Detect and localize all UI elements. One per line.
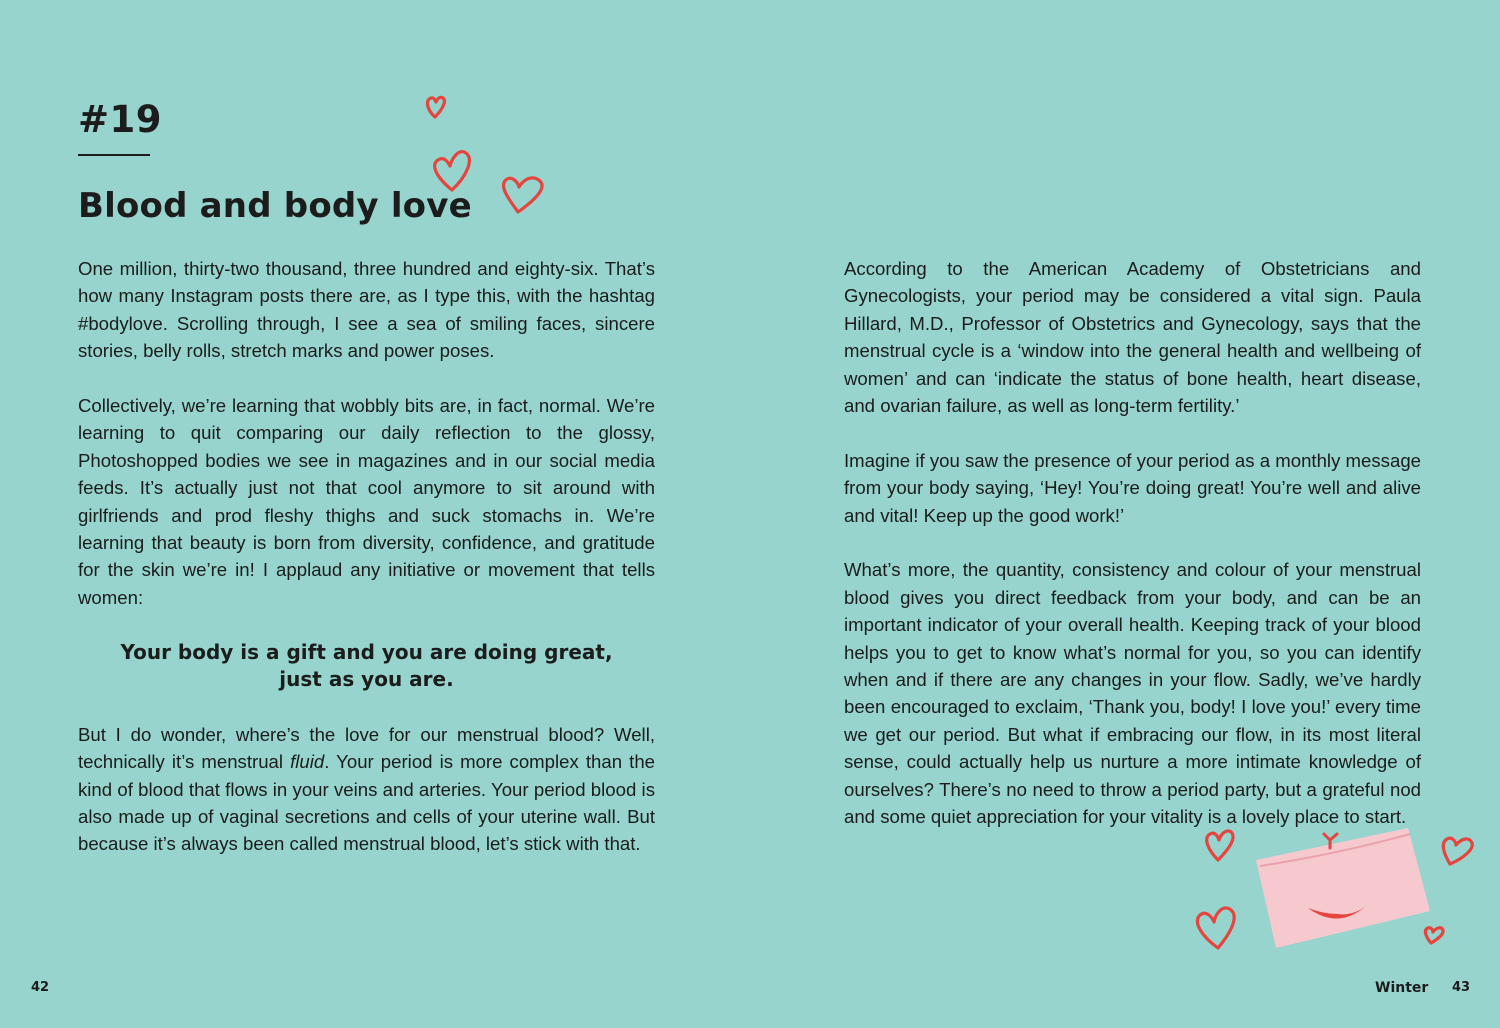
chapter-rule	[78, 154, 150, 156]
paragraph-text: . Your period is more complex than the kind of blood that flows in your veins and arteries. Your period blood is also made up of vaginal secretions and cells of your uterine wall. But because it’s always been called menstrual blood, let’s stick with that.	[78, 751, 655, 855]
underwear-icon	[1256, 828, 1430, 948]
right-page	[750, 0, 1500, 1028]
paragraph: What’s more, the quantity, consistency and colour of your menstrual blood gives you direct feedback from your body, and can be an important indicator of your overall health. Keeping track of your blood helps you to get to know what’s normal for you, so you can identify when and if there are any changes in your flow. Sadly, we’ve hardly been encouraged to exclaim, ‘Thank you, body! I love you!’ every time we get our period. But what if embracing our flow, in its most literal sense, could actually help us nurture a more intimate knowledge of ourselves? There’s no need to throw a period party, but a grateful nod and some quiet appreciation for your vitality is a lovely place to start.	[844, 559, 1421, 828]
paragraph: Imagine if you saw the presence of your period as a monthly message from your body saying, ‘Hey! You’re doing great! You’re well and alive and vital! Keep up the good work!’	[844, 449, 1421, 526]
paragraph-text: But I do wonder, where’s the love for our menstrual blood? Well, technically it’s menstrual	[78, 723, 655, 773]
heart-icon	[1197, 908, 1234, 948]
heart-icon	[1425, 928, 1443, 943]
heart-icon	[428, 97, 445, 117]
heart-icon	[1207, 831, 1233, 860]
heart-icon	[1443, 838, 1472, 864]
underwear-illustration	[1188, 818, 1488, 968]
section-label: Winter	[1375, 980, 1429, 996]
paragraph: According to the American Academy of Obstetricians and Gynecologists, your period may be considered a vital sign. Paula Hillard, M.D., Professor of Obstetrics and Gynecology, says that the menstrual cycle is a ‘window into the general health and wellbeing of women’ and can ‘indicate the status of bone health, heart disease, and ovarian failure, as well as long-term fertility.’	[844, 258, 1421, 417]
heart-icon	[435, 152, 470, 190]
page-number: 43	[1452, 980, 1471, 995]
chapter-number: #19	[78, 98, 162, 141]
paragraph: Collectively, we’re learning that wobbly bits are, in fact, normal. We’re learning to quit comparing our daily reflection to the glossy, Photoshopped bodies we see in magazines and in our social media feeds. It’s actually just not that cool anymore to sit around with girlfriends and prod fleshy thighs and suck stomachs in. We’re learning that beauty is born from diversity, confidence, and gratitude for the skin we’re in! I applaud any initiative or movement that tells women:	[78, 395, 655, 608]
pull-quote	[78, 639, 655, 694]
emphasis: fluid	[290, 751, 325, 773]
paragraph: One million, thirty-two thousand, three hundred and eighty-six. That’s how many Instagram posts there are, as I type this, with the hashtag #bodylove. Scrolling through, I see a sea of smiling faces, sincere stories, belly rolls, stretch marks and power poses.	[78, 258, 655, 362]
right-column	[844, 255, 1421, 858]
heart-icon	[503, 178, 542, 212]
quote-line: just as you are.	[279, 667, 454, 692]
quote-line: Your body is a gift and you are doing great,	[120, 639, 613, 664]
page-number: 42	[31, 980, 50, 995]
paragraph	[78, 721, 655, 858]
page-title: Blood and body love	[78, 186, 472, 226]
hearts-decoration	[415, 90, 555, 220]
left-column	[78, 255, 655, 885]
